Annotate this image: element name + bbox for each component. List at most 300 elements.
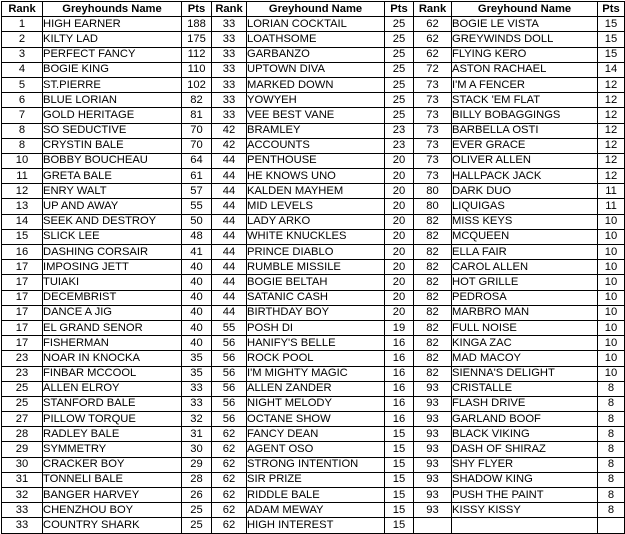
points-cell: 14 bbox=[598, 62, 625, 77]
points-cell: 188 bbox=[182, 17, 212, 32]
points-cell: 20 bbox=[385, 305, 414, 320]
rank-cell: 56 bbox=[212, 336, 247, 351]
greyhound-name-cell: HALLPACK JACK bbox=[452, 169, 598, 184]
points-cell: 25 bbox=[385, 32, 414, 47]
rank-cell: 25 bbox=[2, 381, 43, 396]
table-row bbox=[2, 169, 625, 184]
points-cell: 15 bbox=[385, 518, 414, 533]
points-cell: 16 bbox=[385, 396, 414, 411]
rank-cell: 7 bbox=[2, 108, 43, 123]
points-cell: 25 bbox=[385, 77, 414, 92]
greyhound-name-cell: BARBELLA OSTI bbox=[452, 123, 598, 138]
table-row bbox=[2, 290, 625, 305]
rank-cell: 93 bbox=[414, 472, 452, 487]
rank-cell: 72 bbox=[414, 62, 452, 77]
rank-cell: 73 bbox=[414, 153, 452, 168]
greyhound-name-cell: OCTANE SHOW bbox=[247, 412, 385, 427]
points-cell: 15 bbox=[385, 427, 414, 442]
greyhound-name-cell: MARKED DOWN bbox=[247, 77, 385, 92]
points-cell: 15 bbox=[385, 442, 414, 457]
points-cell: 40 bbox=[182, 305, 212, 320]
points-cell: 8 bbox=[598, 412, 625, 427]
points-cell: 112 bbox=[182, 47, 212, 62]
empty-cell bbox=[414, 518, 452, 533]
name-header: Greyhound Name bbox=[247, 2, 385, 17]
rank-cell: 33 bbox=[212, 77, 247, 92]
points-cell: 10 bbox=[598, 214, 625, 229]
greyhound-name-cell: DECEMBRIST bbox=[43, 290, 182, 305]
points-cell: 12 bbox=[598, 108, 625, 123]
rank-cell: 62 bbox=[414, 17, 452, 32]
greyhound-name-cell: I'M MIGHTY MAGIC bbox=[247, 366, 385, 381]
greyhound-name-cell: PENTHOUSE bbox=[247, 153, 385, 168]
greyhound-name-cell: I'M A FENCER bbox=[452, 77, 598, 92]
table-row bbox=[2, 442, 625, 457]
rank-cell: 44 bbox=[212, 153, 247, 168]
points-cell: 10 bbox=[598, 245, 625, 260]
points-cell: 102 bbox=[182, 77, 212, 92]
points-cell: 16 bbox=[385, 351, 414, 366]
points-cell: 8 bbox=[598, 457, 625, 472]
greyhound-name-cell: AGENT OSO bbox=[247, 442, 385, 457]
rank-cell: 62 bbox=[212, 472, 247, 487]
rank-cell: 17 bbox=[2, 320, 43, 335]
greyhound-name-cell: GREYWINDS DOLL bbox=[452, 32, 598, 47]
rank-cell: 44 bbox=[212, 229, 247, 244]
points-cell: 16 bbox=[385, 336, 414, 351]
points-cell: 11 bbox=[598, 184, 625, 199]
rank-cell: 93 bbox=[414, 396, 452, 411]
greyhound-name-cell: STANFORD BALE bbox=[43, 396, 182, 411]
table-row bbox=[2, 229, 625, 244]
rank-cell: 14 bbox=[2, 214, 43, 229]
rank-cell: 32 bbox=[2, 488, 43, 503]
table-body bbox=[2, 17, 625, 533]
table-row bbox=[2, 245, 625, 260]
table-row bbox=[2, 199, 625, 214]
rank-cell: 11 bbox=[2, 169, 43, 184]
rank-cell: 3 bbox=[2, 47, 43, 62]
table-row bbox=[2, 427, 625, 442]
greyhound-name-cell: ACCOUNTS bbox=[247, 138, 385, 153]
greyhound-name-cell: HE KNOWS UNO bbox=[247, 169, 385, 184]
greyhound-name-cell: HIGH EARNER bbox=[43, 17, 182, 32]
greyhound-name-cell: GARLAND BOOF bbox=[452, 412, 598, 427]
rank-cell: 27 bbox=[2, 412, 43, 427]
rank-cell: 16 bbox=[2, 245, 43, 260]
points-cell: 32 bbox=[182, 412, 212, 427]
rank-cell: 44 bbox=[212, 290, 247, 305]
points-cell: 48 bbox=[182, 229, 212, 244]
points-cell: 110 bbox=[182, 62, 212, 77]
empty-cell bbox=[598, 518, 625, 533]
points-cell: 20 bbox=[385, 275, 414, 290]
greyhound-name-cell: BLACK VIKING bbox=[452, 427, 598, 442]
points-cell: 64 bbox=[182, 153, 212, 168]
rank-cell: 44 bbox=[212, 275, 247, 290]
table-row bbox=[2, 457, 625, 472]
rank-cell: 56 bbox=[212, 366, 247, 381]
rank-cell: 80 bbox=[414, 184, 452, 199]
points-cell: 35 bbox=[182, 351, 212, 366]
greyhound-name-cell: LORIAN COCKTAIL bbox=[247, 17, 385, 32]
rank-cell: 17 bbox=[2, 260, 43, 275]
points-cell: 31 bbox=[182, 427, 212, 442]
points-cell: 10 bbox=[598, 290, 625, 305]
greyhound-name-cell: CRACKER BOY bbox=[43, 457, 182, 472]
rank-cell: 33 bbox=[212, 47, 247, 62]
rank-cell: 82 bbox=[414, 351, 452, 366]
rank-cell: 56 bbox=[212, 396, 247, 411]
rank-cell: 44 bbox=[212, 169, 247, 184]
rank-cell: 82 bbox=[414, 245, 452, 260]
points-cell: 12 bbox=[598, 138, 625, 153]
points-cell: 12 bbox=[598, 123, 625, 138]
greyhound-name-cell: KALDEN MAYHEM bbox=[247, 184, 385, 199]
greyhound-name-cell: ASTON RACHAEL bbox=[452, 62, 598, 77]
rank-cell: 8 bbox=[2, 123, 43, 138]
greyhound-name-cell: FANCY DEAN bbox=[247, 427, 385, 442]
rank-cell: 6 bbox=[2, 93, 43, 108]
greyhound-name-cell: MAD MACOY bbox=[452, 351, 598, 366]
points-cell: 26 bbox=[182, 488, 212, 503]
rank-cell: 62 bbox=[212, 457, 247, 472]
points-cell: 20 bbox=[385, 153, 414, 168]
rank-cell: 62 bbox=[212, 518, 247, 533]
rank-cell: 33 bbox=[2, 503, 43, 518]
pts-header: Pts bbox=[385, 2, 414, 17]
rank-cell: 82 bbox=[414, 305, 452, 320]
points-cell: 82 bbox=[182, 93, 212, 108]
points-cell: 57 bbox=[182, 184, 212, 199]
greyhound-name-cell: COUNTRY SHARK bbox=[43, 518, 182, 533]
greyhound-name-cell: UP AND AWAY bbox=[43, 199, 182, 214]
points-cell: 40 bbox=[182, 336, 212, 351]
greyhound-name-cell: TONNELI BALE bbox=[43, 472, 182, 487]
rank-cell: 80 bbox=[414, 199, 452, 214]
greyhound-name-cell: EL GRAND SENOR bbox=[43, 320, 182, 335]
greyhound-name-cell: BLUE LORIAN bbox=[43, 93, 182, 108]
greyhound-name-cell: HIGH INTEREST bbox=[247, 518, 385, 533]
greyhound-name-cell: EVER GRACE bbox=[452, 138, 598, 153]
rank-cell: 93 bbox=[414, 381, 452, 396]
rank-cell: 82 bbox=[414, 290, 452, 305]
points-cell: 33 bbox=[182, 381, 212, 396]
table-row bbox=[2, 47, 625, 62]
points-cell: 20 bbox=[385, 169, 414, 184]
table-row bbox=[2, 62, 625, 77]
greyhound-name-cell: POSH DI bbox=[247, 320, 385, 335]
rank-cell: 44 bbox=[212, 260, 247, 275]
rank-cell: 8 bbox=[2, 138, 43, 153]
rank-cell: 42 bbox=[212, 138, 247, 153]
points-cell: 20 bbox=[385, 184, 414, 199]
points-cell: 15 bbox=[385, 503, 414, 518]
rank-cell: 17 bbox=[2, 275, 43, 290]
rank-header: Rank bbox=[212, 2, 247, 17]
points-cell: 20 bbox=[385, 260, 414, 275]
rank-cell: 82 bbox=[414, 275, 452, 290]
points-cell: 23 bbox=[385, 123, 414, 138]
rank-cell: 1 bbox=[2, 17, 43, 32]
table-row bbox=[2, 17, 625, 32]
greyhound-name-cell: PEDROSA bbox=[452, 290, 598, 305]
greyhound-name-cell: KINGA ZAC bbox=[452, 336, 598, 351]
greyhound-name-cell: FINBAR MCCOOL bbox=[43, 366, 182, 381]
rank-header: Rank bbox=[2, 2, 43, 17]
points-cell: 10 bbox=[598, 320, 625, 335]
points-cell: 10 bbox=[598, 260, 625, 275]
greyhound-name-cell: PERFECT FANCY bbox=[43, 47, 182, 62]
table-row bbox=[2, 320, 625, 335]
points-cell: 20 bbox=[385, 290, 414, 305]
table-row bbox=[2, 138, 625, 153]
greyhound-name-cell: NIGHT MELODY bbox=[247, 396, 385, 411]
rank-cell: 93 bbox=[414, 412, 452, 427]
greyhound-name-cell: SIENNA'S DELIGHT bbox=[452, 366, 598, 381]
rank-cell: 56 bbox=[212, 412, 247, 427]
rank-cell: 33 bbox=[212, 32, 247, 47]
points-cell: 15 bbox=[598, 17, 625, 32]
rank-cell: 29 bbox=[2, 442, 43, 457]
table-row bbox=[2, 381, 625, 396]
greyhound-name-cell: UPTOWN DIVA bbox=[247, 62, 385, 77]
rank-cell: 82 bbox=[414, 229, 452, 244]
greyhound-name-cell: SO SEDUCTIVE bbox=[43, 123, 182, 138]
name-header: Greyhound Name bbox=[452, 2, 598, 17]
greyhound-name-cell: WHITE KNUCKLES bbox=[247, 229, 385, 244]
rank-cell: 2 bbox=[2, 32, 43, 47]
greyhound-name-cell: ELLA FAIR bbox=[452, 245, 598, 260]
points-cell: 28 bbox=[182, 472, 212, 487]
rank-header: Rank bbox=[414, 2, 452, 17]
table-row bbox=[2, 366, 625, 381]
greyhound-name-cell: VEE BEST VANE bbox=[247, 108, 385, 123]
rank-cell: 62 bbox=[414, 32, 452, 47]
points-cell: 40 bbox=[182, 320, 212, 335]
rank-cell: 62 bbox=[414, 47, 452, 62]
rank-cell: 73 bbox=[414, 138, 452, 153]
points-cell: 25 bbox=[182, 503, 212, 518]
greyhound-name-cell: RIDDLE BALE bbox=[247, 488, 385, 503]
greyhound-name-cell: TUIAKI bbox=[43, 275, 182, 290]
points-cell: 10 bbox=[598, 366, 625, 381]
greyhound-name-cell: CAROL ALLEN bbox=[452, 260, 598, 275]
greyhound-name-cell: MISS KEYS bbox=[452, 214, 598, 229]
header-row bbox=[2, 2, 625, 17]
greyhound-name-cell: FLYING KERO bbox=[452, 47, 598, 62]
points-cell: 16 bbox=[385, 381, 414, 396]
greyhound-name-cell: BOGIE KING bbox=[43, 62, 182, 77]
greyhound-name-cell: BOBBY BOUCHEAU bbox=[43, 153, 182, 168]
greyhound-name-cell: HANIFY'S BELLE bbox=[247, 336, 385, 351]
greyhound-name-cell: MID LEVELS bbox=[247, 199, 385, 214]
greyhound-name-cell: ADAM MEWAY bbox=[247, 503, 385, 518]
rank-cell: 33 bbox=[2, 518, 43, 533]
points-cell: 16 bbox=[385, 366, 414, 381]
points-cell: 40 bbox=[182, 260, 212, 275]
greyhound-name-cell: KISSY KISSY bbox=[452, 503, 598, 518]
rank-cell: 82 bbox=[414, 214, 452, 229]
rank-cell: 62 bbox=[212, 442, 247, 457]
greyhound-name-cell: SHY FLYER bbox=[452, 457, 598, 472]
rank-cell: 73 bbox=[414, 169, 452, 184]
rank-cell: 56 bbox=[212, 381, 247, 396]
rank-cell: 44 bbox=[212, 184, 247, 199]
table-header bbox=[2, 2, 625, 17]
greyhound-name-cell: LADY ARKO bbox=[247, 214, 385, 229]
greyhound-name-cell: BIRTHDAY BOY bbox=[247, 305, 385, 320]
table-row bbox=[2, 153, 625, 168]
greyhound-name-cell: BOGIE LE VISTA bbox=[452, 17, 598, 32]
rank-cell: 30 bbox=[2, 457, 43, 472]
rank-cell: 82 bbox=[414, 320, 452, 335]
greyhound-name-cell: OLIVER ALLEN bbox=[452, 153, 598, 168]
greyhound-name-cell: ST.PIERRE bbox=[43, 77, 182, 92]
greyhound-name-cell: ALLEN ZANDER bbox=[247, 381, 385, 396]
points-cell: 8 bbox=[598, 442, 625, 457]
greyhound-name-cell: PRINCE DIABLO bbox=[247, 245, 385, 260]
greyhound-name-cell: ENRY WALT bbox=[43, 184, 182, 199]
points-cell: 25 bbox=[182, 518, 212, 533]
rank-cell: 93 bbox=[414, 457, 452, 472]
rank-cell: 4 bbox=[2, 62, 43, 77]
rank-cell: 33 bbox=[212, 93, 247, 108]
points-cell: 25 bbox=[385, 17, 414, 32]
rank-cell: 33 bbox=[212, 62, 247, 77]
greyhound-name-cell: DASH OF SHIRAZ bbox=[452, 442, 598, 457]
points-cell: 8 bbox=[598, 503, 625, 518]
table-row bbox=[2, 93, 625, 108]
greyhound-name-cell: DARK DUO bbox=[452, 184, 598, 199]
points-cell: 8 bbox=[598, 396, 625, 411]
rank-cell: 44 bbox=[212, 214, 247, 229]
rank-cell: 44 bbox=[212, 245, 247, 260]
points-cell: 25 bbox=[385, 47, 414, 62]
points-cell: 12 bbox=[598, 77, 625, 92]
points-cell: 50 bbox=[182, 214, 212, 229]
greyhound-name-cell: FLASH DRIVE bbox=[452, 396, 598, 411]
points-cell: 81 bbox=[182, 108, 212, 123]
greyhound-name-cell: KILTY LAD bbox=[43, 32, 182, 47]
greyhound-name-cell: DASHING CORSAIR bbox=[43, 245, 182, 260]
rank-cell: 93 bbox=[414, 442, 452, 457]
table-row bbox=[2, 488, 625, 503]
points-cell: 8 bbox=[598, 488, 625, 503]
rank-cell: 73 bbox=[414, 108, 452, 123]
points-cell: 25 bbox=[385, 108, 414, 123]
greyhound-name-cell: CRISTALLE bbox=[452, 381, 598, 396]
points-cell: 40 bbox=[182, 275, 212, 290]
greyhound-name-cell: MCQUEEN bbox=[452, 229, 598, 244]
rank-cell: 33 bbox=[212, 17, 247, 32]
points-cell: 175 bbox=[182, 32, 212, 47]
table-row bbox=[2, 351, 625, 366]
points-cell: 29 bbox=[182, 457, 212, 472]
greyhound-name-cell: SLICK LEE bbox=[43, 229, 182, 244]
points-cell: 40 bbox=[182, 290, 212, 305]
greyhound-name-cell: NOAR IN KNOCKA bbox=[43, 351, 182, 366]
table-row bbox=[2, 472, 625, 487]
greyhound-name-cell: MARBRO MAN bbox=[452, 305, 598, 320]
points-cell: 20 bbox=[385, 245, 414, 260]
points-cell: 8 bbox=[598, 381, 625, 396]
points-cell: 15 bbox=[385, 472, 414, 487]
table-row bbox=[2, 396, 625, 411]
table-row bbox=[2, 32, 625, 47]
greyhound-name-cell: BANGER HARVEY bbox=[43, 488, 182, 503]
points-cell: 10 bbox=[598, 336, 625, 351]
rank-cell: 17 bbox=[2, 336, 43, 351]
rank-cell: 15 bbox=[2, 229, 43, 244]
greyhound-name-cell: CRYSTIN BALE bbox=[43, 138, 182, 153]
points-cell: 15 bbox=[385, 488, 414, 503]
points-cell: 10 bbox=[598, 229, 625, 244]
table-row bbox=[2, 77, 625, 92]
greyhound-name-cell: STRONG INTENTION bbox=[247, 457, 385, 472]
greyhound-name-cell: GOLD HERITAGE bbox=[43, 108, 182, 123]
points-cell: 41 bbox=[182, 245, 212, 260]
rank-cell: 55 bbox=[212, 320, 247, 335]
greyhound-name-cell: RADLEY BALE bbox=[43, 427, 182, 442]
points-cell: 30 bbox=[182, 442, 212, 457]
rank-cell: 62 bbox=[212, 488, 247, 503]
greyhound-name-cell: STACK 'EM FLAT bbox=[452, 93, 598, 108]
rank-cell: 33 bbox=[212, 108, 247, 123]
points-cell: 20 bbox=[385, 214, 414, 229]
rank-cell: 23 bbox=[2, 351, 43, 366]
rank-cell: 82 bbox=[414, 260, 452, 275]
greyhound-name-cell: FULL NOISE bbox=[452, 320, 598, 335]
rank-cell: 73 bbox=[414, 93, 452, 108]
rank-cell: 25 bbox=[2, 396, 43, 411]
greyhound-name-cell: BRAMLEY bbox=[247, 123, 385, 138]
greyhound-name-cell: BOGIE BELTAH bbox=[247, 275, 385, 290]
table-row bbox=[2, 412, 625, 427]
rank-cell: 73 bbox=[414, 123, 452, 138]
pts-header: Pts bbox=[182, 2, 212, 17]
rank-cell: 31 bbox=[2, 472, 43, 487]
greyhound-name-cell: GARBANZO bbox=[247, 47, 385, 62]
greyhound-name-cell: SYMMETRY bbox=[43, 442, 182, 457]
greyhound-name-cell: DANCE A JIG bbox=[43, 305, 182, 320]
rank-cell: 17 bbox=[2, 305, 43, 320]
rank-cell: 82 bbox=[414, 366, 452, 381]
points-cell: 23 bbox=[385, 138, 414, 153]
points-cell: 25 bbox=[385, 62, 414, 77]
rank-cell: 62 bbox=[212, 427, 247, 442]
greyhound-name-cell: ROCK POOL bbox=[247, 351, 385, 366]
greyhound-name-cell: FISHERMAN bbox=[43, 336, 182, 351]
empty-cell bbox=[452, 518, 598, 533]
rank-cell: 17 bbox=[2, 290, 43, 305]
points-cell: 10 bbox=[598, 351, 625, 366]
greyhound-name-cell: LOATHSOME bbox=[247, 32, 385, 47]
points-cell: 70 bbox=[182, 138, 212, 153]
table-row bbox=[2, 184, 625, 199]
greyhound-name-cell: IMPOSING JETT bbox=[43, 260, 182, 275]
rank-cell: 73 bbox=[414, 77, 452, 92]
greyhound-name-cell: SEEK AND DESTROY bbox=[43, 214, 182, 229]
greyhound-name-cell: CHENZHOU BOY bbox=[43, 503, 182, 518]
points-cell: 55 bbox=[182, 199, 212, 214]
rank-cell: 93 bbox=[414, 427, 452, 442]
points-cell: 12 bbox=[598, 169, 625, 184]
greyhound-name-cell: SHADOW KING bbox=[452, 472, 598, 487]
table-row bbox=[2, 336, 625, 351]
greyhound-name-cell: BILLY BOBAGGINGS bbox=[452, 108, 598, 123]
points-cell: 12 bbox=[598, 153, 625, 168]
